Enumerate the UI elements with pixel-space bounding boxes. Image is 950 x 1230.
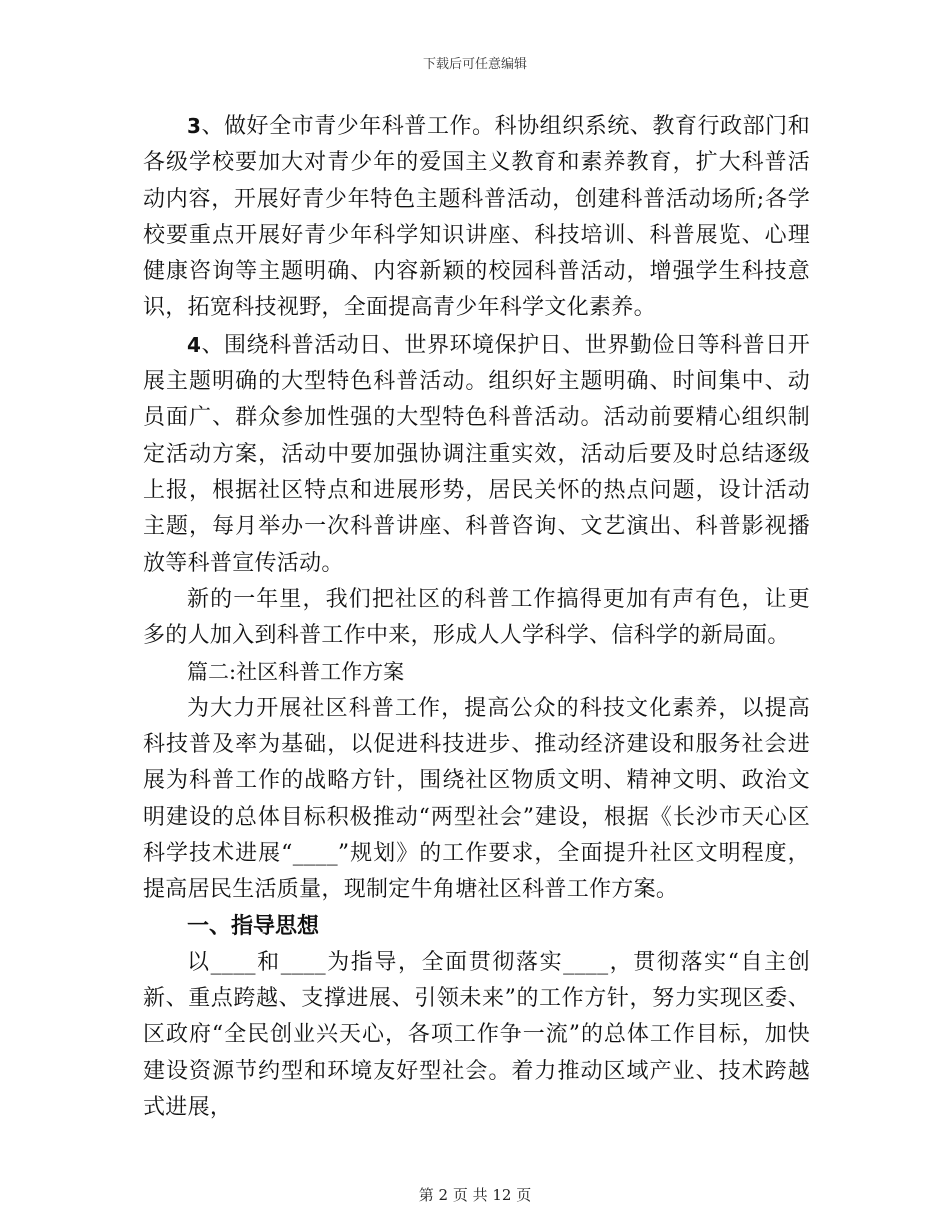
item-number: 3 — [187, 114, 202, 138]
paragraph-4 — [143, 327, 810, 582]
paragraph-new-year: 新的一年里，我们把社区的科普工作搞得更加有声有色，让更多的人加入到科普工作中来，形成人人学科学、信科学的新局面。 — [143, 586, 810, 649]
section-heading: 一、指导思想 — [187, 913, 320, 939]
paragraph-text: 、围绕科普活动日、世界环境保护日、世界勤俭日等科普日开展主题明确的大型特色科普活动。组织好主题明确、时间集中、动员面广、群众参加性强的大型特色科普活动。活动前要精心组织制定活动方案，活动中要加强协调注重实效，活动后要及时总结逐级上报，根据社区特点和进展形势，居民关怀的热点问题，设计活动主题，每月举办一次科普讲座、科普咨询、文艺演出、科普影视播放等科普宣传活动。 — [143, 332, 810, 576]
document-body — [143, 108, 810, 1126]
paragraph-3 — [143, 108, 810, 327]
paragraph-guiding: 以____和____为指导，全面贯彻落实____，贯彻落实“自主创新、重点跨越、支撑进展、引领未来”的工作方针，努力实现区委、区政府“全民创业兴天心，各项工作争一流”的总体工作目标，加快建设资源节约型和环境友好型社会。着力推动区域产业、技术跨越式进展， — [143, 949, 810, 1121]
paragraph-intro: 为大力开展社区科普工作，提高公众的科技文化素养，以提高科技普及率为基础，以促进科技进步、推动经济建设和服务社会进展为科普工作的战略方针，围绕社区物质文明、精神文明、政治文明建设的总体目标积极推动“两型社会”建设，根据《长沙市天心区科学技术进展“____”规划》的工作要求，全面提升社区文明程度，提高居民生活质量，现制定牛角塘社区科普工作方案。 — [143, 695, 810, 903]
item-number: 4 — [187, 332, 202, 357]
section-subtitle: 篇二:社区科普工作方案 — [187, 660, 405, 685]
page-header: 下载后可任意编辑 — [422, 57, 527, 72]
page-footer: 第 2 页 共 12 页 — [418, 1186, 532, 1204]
paragraph-text: 、做好全市青少年科普工作。科协组织系统、教育行政部门和各级学校要加大对青少年的爱国主义教育和素养教育，扩大科普活动内容，开展好青少年特色主题科普活动，创建科普活动场所;各学校要重点开展好青少年科学知识讲座、科技培训、科普展览、心理健康咨询等主题明确、内容新颖的校园科普活动，增强学生科技意识，拓宽科技视野，全面提高青少年科学文化素养。 — [143, 114, 810, 321]
